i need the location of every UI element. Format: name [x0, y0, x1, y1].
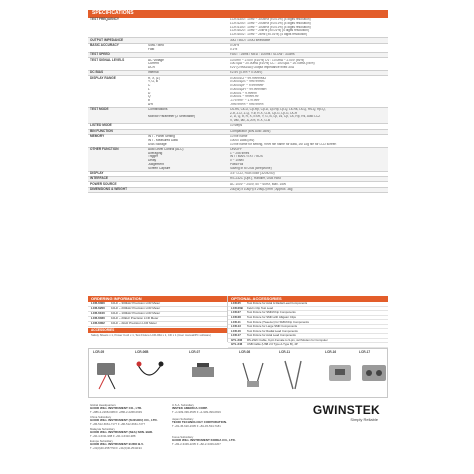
- accessory-desc: Test Fixture (Tweezer) for SMD/Chip Components: [247, 319, 309, 324]
- order-model: LCR-6020: [91, 316, 105, 321]
- accessory-model: LCR-06B: [231, 305, 243, 310]
- address-company: GOOD WILL INSTRUMENT CO., LTD.: [90, 406, 143, 411]
- specifications-table: [88, 18, 388, 193]
- address-label: U.S.A. Subsidiary: [172, 403, 194, 407]
- address-contact: T +1-909-399-3535 F +1-909-399-0819: [172, 409, 221, 414]
- address-contact: T +31(0)40-2557790 F +31(0)40-2541194: [90, 445, 142, 450]
- spec-label: INTERFACE: [90, 176, 109, 181]
- address-company: TEXIO TECHNOLOGY CORPORATION.: [172, 420, 227, 425]
- spec-sublabel: [146, 130, 228, 134]
- address-label: China Subsidiary: [90, 415, 112, 419]
- spec-label: MEMORY: [90, 134, 105, 139]
- spec-sublabel: R, X, |Z| Y, G, B C L D Q θ Δ%: [148, 76, 160, 106]
- accessory-photo-label: LCR-07: [189, 350, 201, 354]
- spec-value: 0.05% 0.1%: [230, 43, 240, 51]
- spec-sublabel: [146, 182, 228, 186]
- spec-sublabel: [146, 172, 228, 176]
- spec-value: 30Ω / 50Ω / 100Ω selectable: [230, 38, 271, 42]
- spec-value: 0.00001Ω ~ 99.99999MΩ 0.00001μS ~ 999.9999S 0.00001pF ~ 9.999999F 0.00001μH ~ 99.99999kH 0.00001 ~ 9.99999 0.00001 ~ 99999.99 -179.999° ~ 179.999° -999.999% ~ 999.999%: [230, 76, 267, 106]
- order-model: LCR-6100: [91, 311, 105, 316]
- accessory-photo-label: LCR-11: [279, 350, 290, 354]
- accessory-desc: Test Fixture for Axial & Radial Lead Components: [247, 301, 308, 306]
- spec-value: 10 file name 10000 Data (csv) 10 file name for setting, 9999 file name for data, 1M Log file for LCD screen: [230, 135, 337, 146]
- spec-label: TEST MODE: [90, 106, 109, 111]
- spec-label: BASIC ACCURACY: [90, 42, 119, 47]
- spec-value: 3.5" LCD, RGB color (320x240): [230, 171, 275, 175]
- accessory-image: [93, 355, 123, 393]
- accessory-image: [279, 355, 309, 393]
- spec-row: [88, 108, 388, 124]
- address-label: Europe Subsidiary: [90, 439, 113, 443]
- spec-row: [88, 148, 388, 172]
- spec-row: [88, 44, 388, 53]
- spec-label: TEST SPEED: [90, 52, 110, 57]
- spec-label: LISTED MODE: [90, 123, 112, 128]
- spec-value: ON/OFF 1 ~ 256 times INT / MAN / EXT / BUS 0 ~ 10sec Pass/Fail Saving in to USB (Beep/tone): [230, 148, 272, 170]
- ordering-header: ORDERING INFORMATION: [88, 296, 227, 302]
- accessory-image: [189, 355, 219, 393]
- order-desc: 10Hz ~ 100kHz Precision LCR Meter: [111, 311, 161, 316]
- accessory-image: [135, 355, 165, 393]
- spec-value: Comparator (BIN Auto 1BIN): [230, 129, 271, 133]
- spec-sublabel: Slow / Med Fast: [148, 43, 164, 51]
- accessories-header: ACCESSORIES: [88, 328, 227, 333]
- spec-sublabel: [146, 53, 228, 57]
- spec-label: OUTPUT IMPEDANCE: [90, 37, 124, 42]
- ordering-information: [88, 296, 228, 342]
- accessory-photo: [93, 351, 123, 394]
- spec-label: TEST SIGNAL LEVELS: [90, 57, 125, 62]
- spec-label: BIN FUNCTION: [90, 128, 113, 133]
- spec-value: FAST : 25ms / MED : 100ms / SLOW : 333ms: [230, 53, 295, 57]
- spec-sublabel: AC Voltage Current DCR: [148, 58, 164, 69]
- order-desc: 10Hz ~ 20kHz Precision LCR Meter: [111, 316, 159, 321]
- accessory-photo-label: LCR-16: [325, 350, 337, 354]
- accessory-desc: Test Fixture for Large SMD Components: [247, 324, 298, 329]
- accessory-model: GTL-246: [231, 342, 243, 347]
- spec-value: 230(W) x 106(H) x 296(D) mm ; Approx. 3kg: [230, 188, 293, 192]
- optional-accessories: [228, 295, 388, 347]
- accessory-model: GTL-232: [231, 337, 243, 342]
- accessory-photo: [359, 351, 389, 394]
- spec-label: POWER SOURCE: [90, 181, 117, 186]
- address-company: GOOD WILL INSTRUMENT EURO B.V.: [90, 442, 144, 447]
- address-company: GOOD WILL INSTRUMENT KOREA CO., LTD.: [172, 438, 236, 443]
- spec-value: 10.0mV ~ 2.00V (±10%) CV : 10.0mA ~ 2.00V (±6%) 100.0μA ~ 20.00mA (±10%) CC : 100.0μA ~ 20.00mA (±6%) ±2V (0.9MΩ/Ac) Output impedance fixed 30Ω: [230, 58, 315, 69]
- accessory-desc: Kelvin Clip Test Lead: [247, 305, 274, 310]
- accessory-desc: Test Fixture for SMD with Alligator Clips: [247, 314, 296, 319]
- accessory-photo: [279, 351, 309, 394]
- spec-row: [88, 58, 388, 71]
- specifications-header: SPECIFICATIONS: [88, 10, 388, 18]
- address-label: Malaysia Subsidiary: [90, 427, 115, 431]
- accessory-photos: [88, 348, 388, 398]
- accessory-photo: [239, 351, 269, 394]
- address-block: [90, 416, 160, 426]
- order-model: LCR-6002: [91, 321, 105, 326]
- order-desc: 10Hz ~ 300kHz Precision LCR Meter: [111, 301, 161, 306]
- address-block: [90, 428, 160, 438]
- accessory-photo-label: LCR-06B: [135, 350, 149, 354]
- accessory-model: LCR-16: [231, 328, 241, 333]
- accessory-desc: Test Fixture for SMD/Chip Components: [247, 310, 296, 315]
- accessory-photo: [325, 351, 355, 394]
- accessory-photo-label: LCR-08: [239, 350, 251, 354]
- address-contact: T +60-4-6311-988 F +60-4-6310-988: [90, 433, 136, 438]
- address-company: GOOD WILL INSTRUMENT (SEA) SDN. BHD.: [90, 430, 153, 435]
- address-contact: T +81-45-620-2305 F +81-45-534-7181: [172, 423, 221, 428]
- spec-label: DIMENSIONS & WEIGHT: [90, 187, 128, 192]
- address-block: [172, 418, 242, 428]
- accessory-image: [325, 355, 355, 393]
- spec-value: AC 100V ~ 240V, 50 ~ 60Hz, Max. 15W: [230, 182, 287, 186]
- accessory-model: LCR-05: [231, 301, 241, 306]
- order-item: [88, 322, 227, 327]
- datasheet-page: [88, 10, 388, 468]
- accessory-photo: [189, 351, 219, 394]
- slogan: Simply Reliable: [350, 417, 378, 422]
- spec-sublabel: Auto Level Control (ALC) Averaging Trigger Delay Judgement Screen Capture: [148, 148, 184, 170]
- address-company: INSTEK AMERICA CORP.: [172, 406, 208, 411]
- spec-value: RS-232C (Opt.), Handler, USB Host: [230, 177, 281, 181]
- accessory-image: [359, 355, 389, 393]
- spec-value: 10 steps: [230, 124, 243, 128]
- spec-label: DC BIAS: [90, 70, 104, 75]
- address-contact: T +82-2-3439-2205 F +82-2-3439-2207: [172, 441, 221, 446]
- accessory-desc: Test Fixture for Radial Lead Components: [247, 328, 298, 333]
- order-model: LCR-6200: [91, 306, 105, 311]
- accessories-text: Safety Sheets x 1, Power Cord x 1, Test Fixture LCR-06A x 1, CD x 1 (User manual/PC software): [91, 332, 211, 337]
- spec-sublabel: INT - Panel Setting INT - Measured Data USB Storage: [148, 135, 178, 146]
- footer: [88, 402, 388, 468]
- spec-sublabel: Internal: [148, 71, 159, 75]
- accessory-model: LCR-08: [231, 314, 241, 319]
- address-label: Japan Subsidiary: [172, 417, 194, 421]
- spec-row: [88, 188, 388, 193]
- address-block: [172, 436, 242, 446]
- address-contact: T +86-512-6661-7177 F +86-512-6661-7277: [90, 421, 145, 426]
- spec-sublabel: [146, 18, 228, 37]
- address-block: [90, 440, 160, 450]
- accessory-photo: [135, 351, 165, 394]
- spec-label: DISPLAY RANGE: [90, 75, 116, 80]
- address-block: [172, 404, 242, 414]
- spec-row: [88, 18, 388, 38]
- gwinstek-logo: GWINSTEK: [312, 403, 380, 417]
- spec-sublabel: [146, 38, 228, 42]
- accessory-model: LCR-13: [231, 324, 241, 329]
- accessory-desc: Test Fixture for Axial Lead Components: [247, 333, 296, 338]
- spec-sublabel: [146, 177, 228, 181]
- spec-value: ±2.5V (0.5% + 0.005V): [230, 71, 263, 75]
- spec-label: DISPLAY: [90, 170, 104, 175]
- address-company: GOOD WILL INSTRUMENT (SUZHOU) CO., LTD.: [90, 418, 158, 423]
- accessory-photo-label: LCR-17: [359, 350, 371, 354]
- order-desc: 10Hz ~ 200kHz Precision LCR Meter: [111, 306, 161, 311]
- spec-label: TEST FREQUENCY: [90, 17, 120, 22]
- spec-sublabel: [146, 124, 228, 128]
- address-label: Global Headquarters: [90, 403, 116, 407]
- ordering-and-accessories: [88, 295, 388, 347]
- accessory-photo-label: LCR-05: [93, 350, 105, 354]
- accessory-model: LCR-11: [231, 319, 241, 324]
- address-contact: T +886-2-2268-0389 F +886-2-2268-0639: [90, 409, 142, 414]
- spec-sublabel: Combinations Monitor Parameter (2 Selectable): [148, 107, 195, 119]
- spec-value: Cs-Rs, Cs-D, Cp-Rp, Cp-D, Lp-Rp, Lp-Q, Ls-Rs, Ls-Q, Rs-Q, Rp-Q, Z-θ, Z-D, Z-Q, Y-θ, R-X, G-B, Cp-G, Lp-G, DCR Z, D, Q, θ, R, X, ESR, Y, G, B, Lp, Ls, Cp, Cs, Rp, Rs, Auto LCZ V, Vac, Iac, Δ, Δ%, R-X, G-B: [230, 107, 326, 122]
- accessory-model: LCR-07: [231, 310, 241, 315]
- accessory-desc: RS-232C Cable, 9-pin Female to 9-pin, null Modem for Computer: [247, 337, 328, 342]
- spec-sublabel: [146, 188, 228, 192]
- spec-row: [88, 76, 388, 107]
- accessory-desc: USB Cable (USB 2.0 Type A-Type B), 4P: [247, 342, 298, 347]
- optional-accessories-header: OPTIONAL ACCESSORIES: [228, 296, 388, 302]
- spec-row: [88, 135, 388, 148]
- spec-label: OTHER FUNCTION: [90, 147, 119, 152]
- accessory-image: [239, 355, 269, 393]
- order-desc: 10Hz ~ 2kHz Precision LCR Meter: [111, 321, 157, 326]
- spec-value: LCR-6300 : 10Hz ~ 300kHz (±0.01%) (4 digits resolution) LCR-6200 : 10Hz ~ 200kHz (±0.01%) (4 digits resolution) LCR-6100 : 10Hz ~ 100kHz (±0.01%) (4 digits resolution) LCR-6020 : 10Hz ~ 20kHz (±0.01%) (4 digits resolution) LCR-6002 : 10Hz ~ 2kHz (±0.01%) (4 digits resolution): [230, 18, 311, 37]
- address-block: [90, 404, 160, 414]
- accessory-model: LCR-17: [231, 333, 241, 338]
- address-label: Korea Subsidiary: [172, 435, 194, 439]
- order-model: LCR-6300: [91, 301, 105, 306]
